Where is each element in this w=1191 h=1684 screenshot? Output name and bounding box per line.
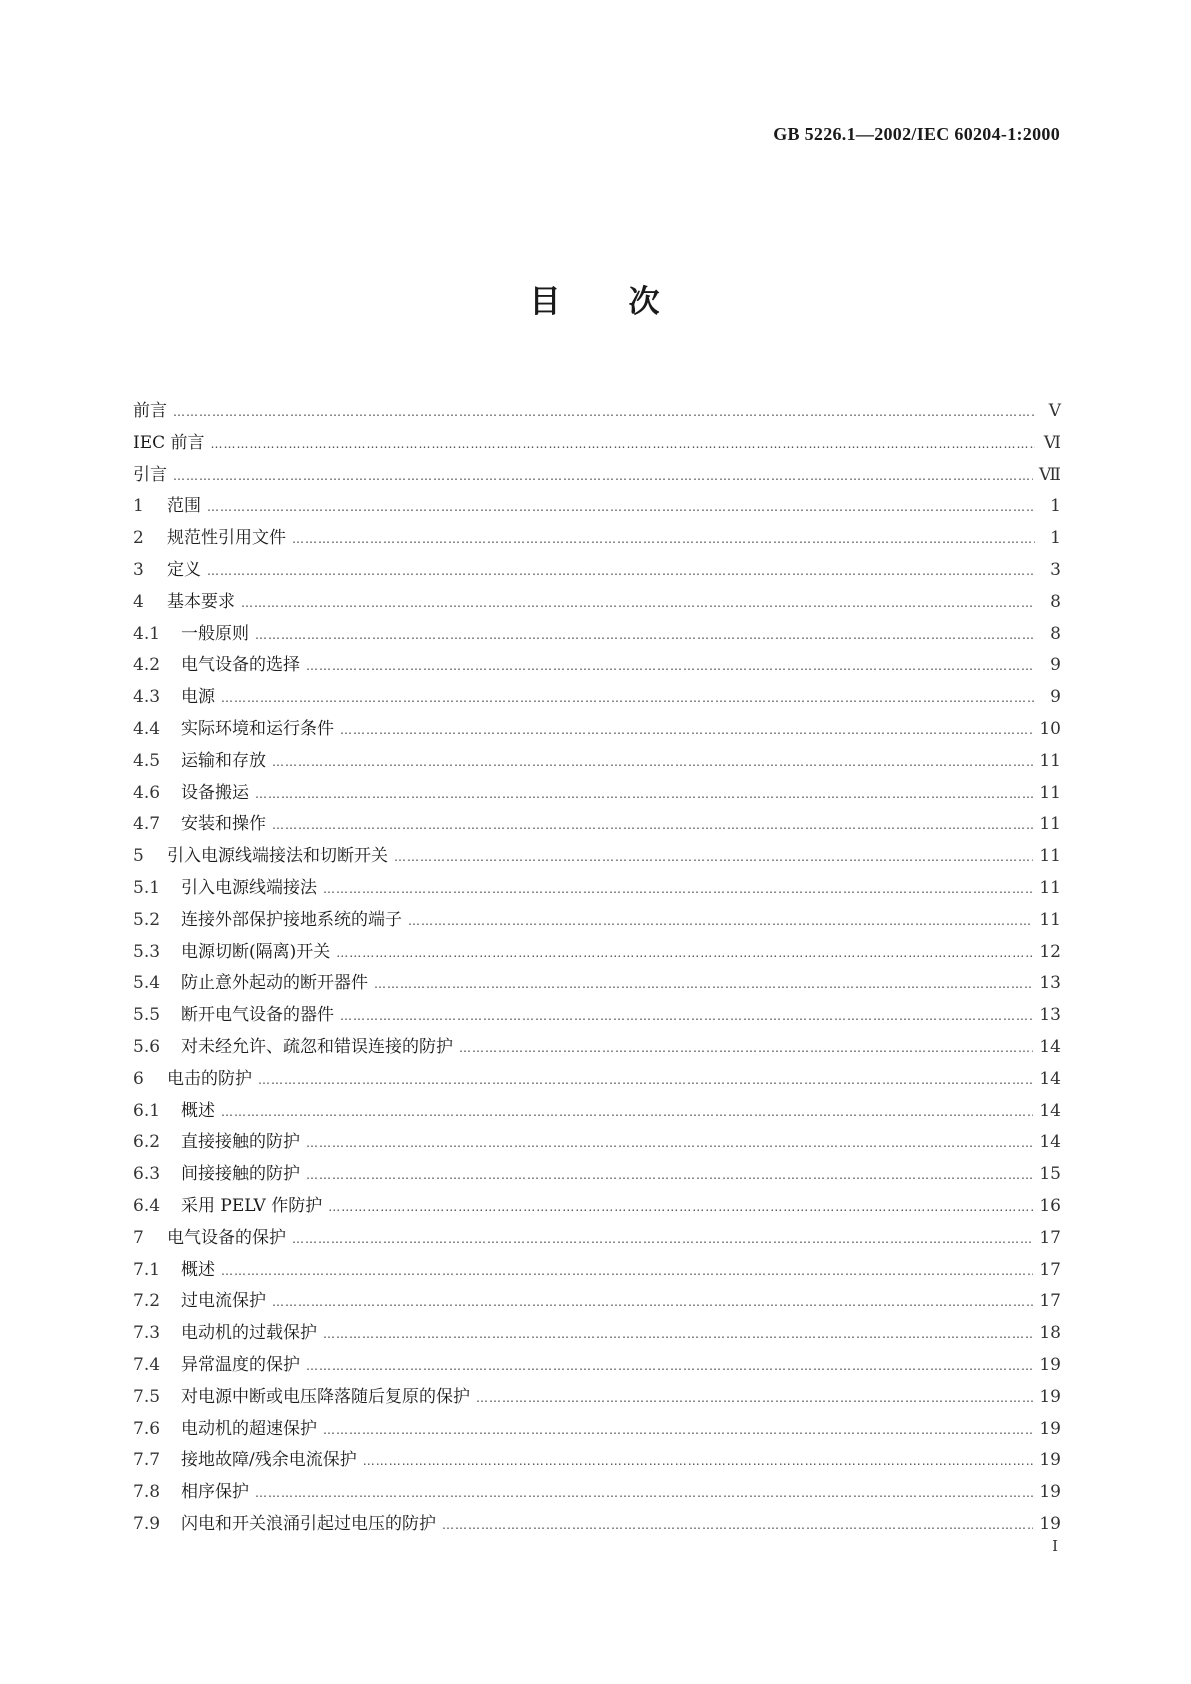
toc-entry-number: 6 bbox=[133, 1068, 144, 1089]
toc-entry-title: 实际环境和运行条件 bbox=[181, 718, 334, 739]
toc-entry[interactable] bbox=[133, 809, 1061, 841]
toc-entry-title: 异常温度的保护 bbox=[181, 1354, 300, 1375]
dot-leader bbox=[292, 1232, 1033, 1246]
dot-leader bbox=[323, 882, 1033, 896]
toc-entry-page: 12 bbox=[1039, 941, 1061, 962]
dot-leader bbox=[258, 1073, 1033, 1087]
dot-leader bbox=[272, 1295, 1033, 1309]
toc-entry-title: 对未经允许、疏忽和错误连接的防护 bbox=[181, 1036, 453, 1057]
toc-entry-title: 电动机的超速保护 bbox=[181, 1418, 317, 1439]
toc-entry-page: 13 bbox=[1039, 973, 1061, 994]
dot-leader bbox=[292, 532, 1035, 546]
toc-entry[interactable] bbox=[133, 1064, 1061, 1096]
toc-entry-page: 19 bbox=[1039, 1386, 1061, 1407]
toc-entry[interactable] bbox=[133, 1096, 1061, 1128]
toc-entry-page: 17 bbox=[1039, 1259, 1061, 1280]
dot-leader bbox=[207, 564, 1035, 578]
toc-entry-title: 概述 bbox=[181, 1259, 215, 1280]
toc-entry[interactable] bbox=[133, 1191, 1061, 1223]
toc-entry-number: 5 bbox=[133, 846, 144, 867]
toc-entry-title: 一般原则 bbox=[181, 623, 249, 644]
toc-entry-number: 4.5 bbox=[133, 750, 161, 771]
toc-entry-title: 断开电气设备的器件 bbox=[181, 1005, 334, 1026]
dot-leader bbox=[272, 755, 1033, 769]
toc-entry-page: Ⅵ bbox=[1043, 432, 1061, 453]
toc-entry-page: 19 bbox=[1039, 1354, 1061, 1375]
dot-leader bbox=[336, 946, 1033, 960]
toc-entry[interactable] bbox=[133, 1350, 1061, 1382]
toc-entry-page: 11 bbox=[1039, 846, 1061, 867]
toc-entry-title: 电气设备的保护 bbox=[167, 1227, 286, 1248]
toc-entry-title: 安装和操作 bbox=[181, 814, 266, 835]
dot-leader bbox=[476, 1391, 1033, 1405]
toc-entry-page: 14 bbox=[1039, 1036, 1061, 1057]
toc-entry-title: 定义 bbox=[167, 559, 201, 580]
toc-entry[interactable] bbox=[133, 1255, 1061, 1287]
toc-entry-number: 5.4 bbox=[133, 973, 161, 994]
toc-entry-title: 电动机的过载保护 bbox=[181, 1323, 317, 1344]
toc-entry-number: 4 bbox=[133, 591, 144, 612]
toc-entry-page: 17 bbox=[1039, 1227, 1061, 1248]
toc-entry-page: 9 bbox=[1050, 655, 1061, 676]
dot-leader bbox=[340, 1009, 1033, 1023]
toc-entry-number: 6.4 bbox=[133, 1195, 161, 1216]
dot-leader bbox=[255, 787, 1033, 801]
toc-entry[interactable] bbox=[133, 1382, 1061, 1414]
toc-entry-page: 15 bbox=[1039, 1164, 1061, 1185]
toc-entry-page: 3 bbox=[1050, 559, 1061, 580]
toc-entry-page: 19 bbox=[1039, 1482, 1061, 1503]
toc-entry[interactable] bbox=[133, 746, 1061, 778]
toc-entry-page: 18 bbox=[1039, 1323, 1061, 1344]
dot-leader bbox=[328, 1200, 1033, 1214]
toc-entry-number: 6.1 bbox=[133, 1100, 161, 1121]
toc-entry[interactable] bbox=[133, 650, 1061, 682]
toc-entry[interactable] bbox=[133, 1445, 1061, 1477]
toc-entry-number: 1 bbox=[133, 496, 144, 517]
page-title: 目 次 bbox=[529, 284, 662, 320]
dot-leader bbox=[306, 659, 1035, 673]
toc-entry[interactable] bbox=[133, 491, 1061, 523]
dot-leader bbox=[255, 1486, 1033, 1500]
toc-entry-page: 14 bbox=[1039, 1068, 1061, 1089]
toc-entry-title: 前言 bbox=[133, 401, 167, 421]
toc-entry-title: 电气设备的选择 bbox=[181, 655, 300, 676]
dot-leader bbox=[394, 850, 1033, 864]
toc-entry[interactable] bbox=[133, 619, 1061, 651]
table-of-contents bbox=[133, 396, 1061, 1541]
toc-entry[interactable] bbox=[133, 714, 1061, 746]
toc-entry[interactable] bbox=[133, 1509, 1061, 1541]
toc-entry-title: 直接接触的防护 bbox=[181, 1132, 300, 1153]
toc-entry-number: 3 bbox=[133, 559, 144, 580]
toc-entry-number: 7.6 bbox=[133, 1418, 161, 1439]
toc-entry-number: 5.2 bbox=[133, 909, 161, 930]
toc-entry-page: 8 bbox=[1050, 623, 1061, 644]
dot-leader bbox=[221, 691, 1035, 705]
toc-entry-title: 电击的防护 bbox=[167, 1068, 252, 1089]
toc-entry-title: 接地故障/残余电流保护 bbox=[181, 1450, 357, 1471]
dot-leader bbox=[272, 818, 1033, 832]
standard-code: GB 5226.1—2002/IEC 60204-1:2000 bbox=[773, 124, 1060, 144]
toc-entry-number: 5.6 bbox=[133, 1036, 161, 1057]
toc-entry-number: 4.6 bbox=[133, 782, 161, 803]
toc-entry[interactable] bbox=[133, 937, 1061, 969]
toc-entry-page: 14 bbox=[1039, 1132, 1061, 1153]
toc-entry[interactable] bbox=[133, 682, 1061, 714]
toc-entry-title: 电源 bbox=[181, 687, 215, 708]
toc-entry-page: 11 bbox=[1039, 814, 1061, 835]
dot-leader bbox=[221, 1105, 1033, 1119]
toc-entry-number: 2 bbox=[133, 528, 144, 549]
toc-entry-title: 间接接触的防护 bbox=[181, 1164, 300, 1185]
toc-entry-number: 5.1 bbox=[133, 877, 161, 898]
toc-entry-number: 7.4 bbox=[133, 1354, 161, 1375]
toc-entry-title: 设备搬运 bbox=[181, 782, 249, 803]
toc-entry-title: 运输和存放 bbox=[181, 750, 266, 771]
toc-entry-number: 7 bbox=[133, 1227, 144, 1248]
page-number: I bbox=[1052, 1537, 1058, 1555]
toc-entry[interactable] bbox=[133, 841, 1061, 873]
toc-entry-number: 7.1 bbox=[133, 1259, 161, 1280]
toc-entry[interactable] bbox=[133, 1318, 1061, 1350]
toc-entry-number: 4.3 bbox=[133, 687, 161, 708]
toc-entry-number: 6.3 bbox=[133, 1164, 161, 1185]
toc-entry-number: 7.9 bbox=[133, 1513, 161, 1534]
toc-entry-page: 17 bbox=[1039, 1291, 1061, 1312]
toc-entry-number: 4.4 bbox=[133, 718, 161, 739]
dot-leader bbox=[221, 1264, 1033, 1278]
toc-entry-page: 1 bbox=[1050, 496, 1061, 517]
toc-entry-title: 防止意外起动的断开器件 bbox=[181, 973, 368, 994]
toc-entry-number: 5.3 bbox=[133, 941, 161, 962]
toc-entry-title: 引入电源线端接法 bbox=[181, 877, 317, 898]
toc-entry-title: 对电源中断或电压降落随后复原的保护 bbox=[181, 1386, 470, 1407]
dot-leader bbox=[408, 914, 1033, 928]
toc-entry-page: 11 bbox=[1039, 909, 1061, 930]
toc-entry-title: 采用 PELV 作防护 bbox=[181, 1195, 323, 1216]
dot-leader bbox=[255, 628, 1035, 642]
dot-leader bbox=[363, 1454, 1034, 1468]
toc-entry-number: 6.2 bbox=[133, 1132, 161, 1153]
toc-entry-page: 16 bbox=[1039, 1195, 1061, 1216]
dot-leader bbox=[306, 1168, 1033, 1182]
toc-entry-title: 电源切断(隔离)开关 bbox=[181, 941, 331, 962]
dot-leader bbox=[173, 405, 1035, 419]
toc-entry[interactable] bbox=[133, 1032, 1061, 1064]
toc-entry-number: 7.7 bbox=[133, 1450, 161, 1471]
dot-leader bbox=[173, 469, 1033, 483]
toc-entry-number: 4.7 bbox=[133, 814, 161, 835]
toc-entry-page: 9 bbox=[1050, 687, 1061, 708]
toc-entry-page: 14 bbox=[1039, 1100, 1061, 1121]
toc-entry[interactable] bbox=[133, 1159, 1061, 1191]
toc-entry-page: Ⅶ bbox=[1039, 464, 1061, 485]
toc-entry-number: 7.2 bbox=[133, 1291, 161, 1312]
toc-entry-number: 4.2 bbox=[133, 655, 161, 676]
toc-entry-page: 8 bbox=[1050, 591, 1061, 612]
toc-entry[interactable] bbox=[133, 587, 1061, 619]
toc-entry[interactable] bbox=[133, 778, 1061, 810]
toc-entry[interactable] bbox=[133, 1000, 1061, 1032]
dot-leader bbox=[374, 977, 1033, 991]
dot-leader bbox=[442, 1518, 1033, 1532]
dot-leader bbox=[323, 1423, 1033, 1437]
dot-leader bbox=[211, 437, 1035, 451]
toc-entry-title: 范围 bbox=[167, 496, 201, 517]
toc-entry-number: 5.5 bbox=[133, 1005, 161, 1026]
toc-entry[interactable] bbox=[133, 396, 1061, 428]
dot-leader bbox=[241, 596, 1035, 610]
toc-entry-page: 11 bbox=[1039, 750, 1061, 771]
toc-entry[interactable] bbox=[133, 905, 1061, 937]
toc-entry-title: 闪电和开关浪涌引起过电压的防护 bbox=[181, 1513, 436, 1534]
dot-leader bbox=[306, 1136, 1033, 1150]
toc-entry-page: 19 bbox=[1039, 1513, 1061, 1534]
toc-entry-title: 相序保护 bbox=[181, 1482, 249, 1503]
dot-leader bbox=[323, 1327, 1033, 1341]
toc-entry-title: 基本要求 bbox=[167, 591, 235, 612]
toc-entry[interactable] bbox=[133, 1477, 1061, 1509]
dot-leader bbox=[207, 500, 1035, 514]
toc-entry-title: 连接外部保护接地系统的端子 bbox=[181, 909, 402, 930]
toc-entry[interactable] bbox=[133, 555, 1061, 587]
toc-entry-title: IEC 前言 bbox=[133, 432, 205, 453]
toc-entry-number: 7.8 bbox=[133, 1482, 161, 1503]
toc-entry-title: 规范性引用文件 bbox=[167, 528, 286, 549]
dot-leader bbox=[306, 1359, 1033, 1373]
toc-entry[interactable] bbox=[133, 1414, 1061, 1446]
toc-entry-page: 13 bbox=[1039, 1005, 1061, 1026]
toc-entry-page: 1 bbox=[1050, 528, 1061, 549]
toc-entry-number: 7.5 bbox=[133, 1386, 161, 1407]
toc-entry-page: 11 bbox=[1039, 877, 1061, 898]
toc-entry-title: 引入电源线端接法和切断开关 bbox=[167, 846, 388, 867]
toc-entry[interactable] bbox=[133, 428, 1061, 460]
dot-leader bbox=[459, 1041, 1033, 1055]
toc-entry[interactable] bbox=[133, 523, 1061, 555]
toc-entry-title: 概述 bbox=[181, 1100, 215, 1121]
toc-entry-page: V bbox=[1048, 401, 1061, 421]
toc-entry-page: 19 bbox=[1039, 1450, 1061, 1471]
toc-entry-number: 4.1 bbox=[133, 623, 161, 644]
toc-entry[interactable] bbox=[133, 460, 1061, 492]
toc-entry-title: 过电流保护 bbox=[181, 1291, 266, 1312]
toc-entry[interactable] bbox=[133, 873, 1061, 905]
dot-leader bbox=[340, 723, 1033, 737]
toc-entry-page: 11 bbox=[1039, 782, 1061, 803]
toc-entry-number: 7.3 bbox=[133, 1323, 161, 1344]
toc-entry[interactable] bbox=[133, 968, 1061, 1000]
toc-entry-page: 10 bbox=[1039, 718, 1061, 739]
toc-entry-title: 引言 bbox=[133, 464, 167, 485]
toc-entry[interactable] bbox=[133, 1223, 1061, 1255]
toc-entry-page: 19 bbox=[1039, 1418, 1061, 1439]
toc-entry[interactable] bbox=[133, 1127, 1061, 1159]
toc-entry[interactable] bbox=[133, 1286, 1061, 1318]
